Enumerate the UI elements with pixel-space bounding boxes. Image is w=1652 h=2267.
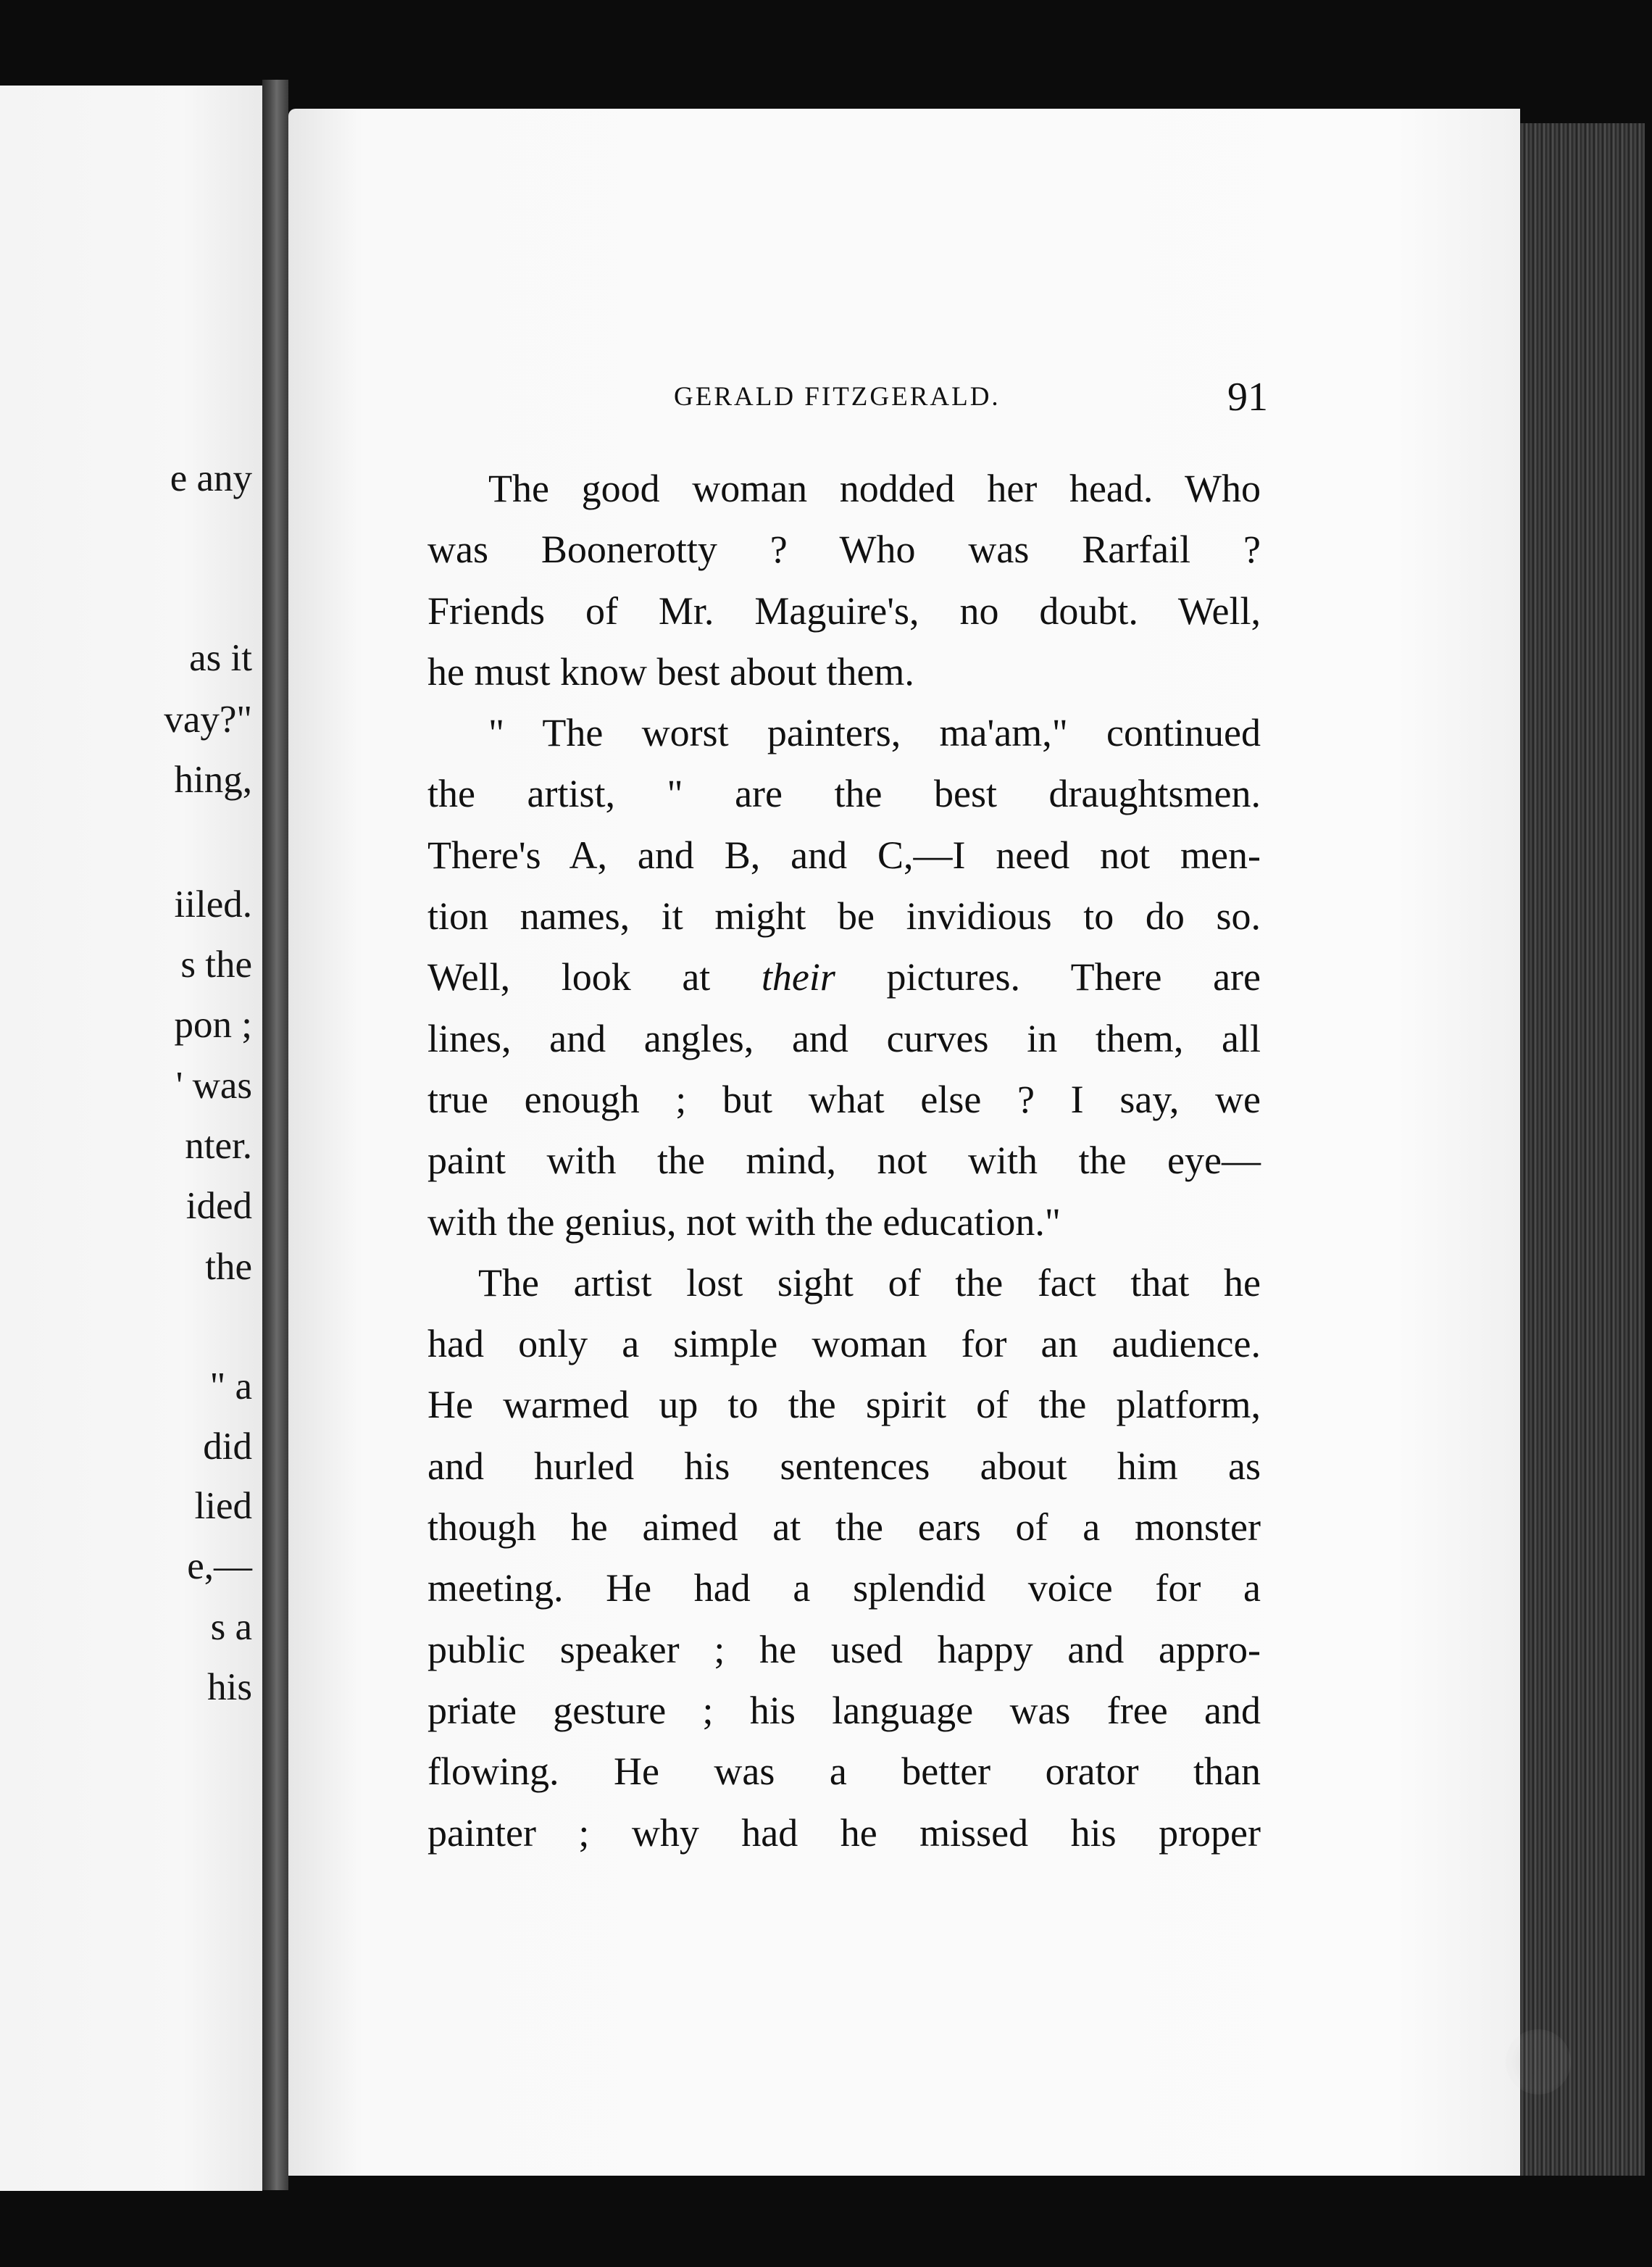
text-line: priate gesture ; his language was free and (427, 1688, 1261, 1732)
text-segment: pictures. There are (886, 955, 1261, 999)
text-line: There's A, and B, and C,—I need not men- (427, 833, 1261, 877)
left-page-fragment: e any (170, 457, 252, 499)
text-line: meeting. He had a splendid voice for a (427, 1566, 1261, 1610)
page-number: 91 (1227, 375, 1268, 420)
text-line: the artist, " are the best draughtsmen. (427, 772, 1261, 816)
left-page-fragment: ' was (175, 1065, 252, 1107)
left-page-fragment: the (205, 1246, 252, 1288)
text-line: was Boonerotty ? Who was Rarfail ? (427, 528, 1261, 572)
left-page-fragment: s a (210, 1606, 252, 1648)
left-page-fragment: his (207, 1666, 252, 1708)
left-page-fragment: " a (209, 1365, 252, 1407)
text-line: He warmed up to the spirit of the platform, (427, 1383, 1261, 1427)
left-page (0, 86, 262, 2191)
text-line: and hurled his sentences about him as (427, 1444, 1261, 1488)
text-line: public speaker ; he used happy and appro- (427, 1627, 1261, 1671)
text-line: The artist lost sight of the fact that he (478, 1260, 1261, 1305)
left-page-fragment: lied (194, 1485, 252, 1527)
emphasized-word: their (761, 955, 835, 999)
text-line: true enough ; but what else ? I say, we (427, 1077, 1261, 1121)
text-line: he must know best about them. (427, 649, 914, 694)
text-line: with the genius, not with the education." (427, 1199, 1061, 1244)
text-line: had only a simple woman for an audience. (427, 1322, 1261, 1366)
text-line: " The worst painters, ma'am," continued (488, 711, 1261, 755)
left-page-fragment: pon ; (174, 1004, 252, 1046)
page-edges (1520, 123, 1645, 2176)
left-page-fragment: did (203, 1426, 252, 1468)
text-line (427, 947, 1261, 1007)
text-line: The good woman nodded her head. Who (488, 467, 1261, 510)
left-page-fragment: as it (189, 637, 252, 679)
left-page-fragment: hing, (174, 759, 252, 801)
left-page-fragment: nter. (185, 1125, 252, 1167)
text-line: tion names, it might be invidious to do so. (427, 894, 1261, 939)
text-line: lines, and angles, and curves in them, all (427, 1016, 1261, 1060)
text-line: paint with the mind, not with the eye— (427, 1139, 1261, 1183)
text-line: Friends of Mr. Maguire's, no doubt. Well, (427, 588, 1261, 633)
running-title: GERALD FITZGERALD. (674, 382, 1001, 412)
text-line: flowing. He was a better orator than (427, 1750, 1261, 1794)
left-page-fragment: iiled. (174, 883, 252, 925)
left-page-fragment: vay?" (164, 699, 252, 741)
running-head (674, 374, 1268, 425)
text-segment: Well, look at (427, 955, 711, 999)
body-text (427, 458, 1261, 1863)
left-page-fragment: ided (185, 1185, 252, 1227)
text-line: though he aimed at the ears of a monster (427, 1505, 1261, 1550)
left-page-fragment: s the (180, 944, 252, 986)
left-page-fragment: e,— (187, 1545, 252, 1587)
book-gutter (262, 80, 288, 2190)
text-line: painter ; why had he missed his proper (427, 1810, 1261, 1855)
